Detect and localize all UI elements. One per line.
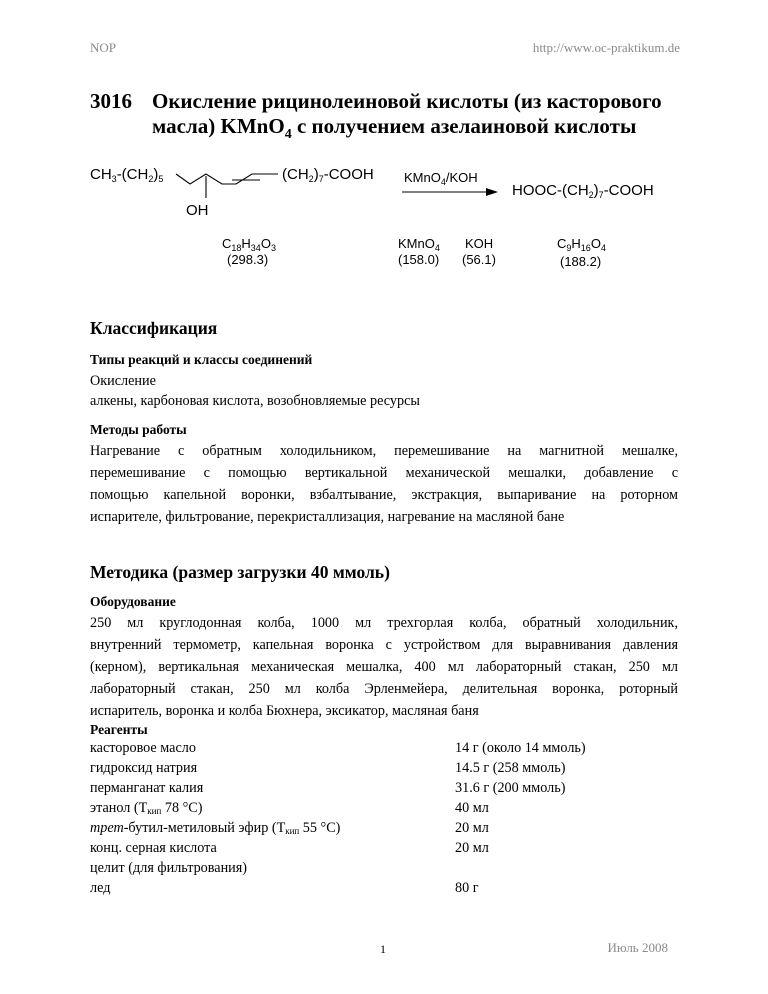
reagent-row: конц. серная кислота 20 мл [90,840,489,856]
procedure-heading: Методика (размер загрузки 40 ммоль) [90,562,390,582]
types-heading: Типы реакций и классы соединений [90,352,313,367]
equipment-heading: Оборудование [90,594,176,609]
hydroxyl-label: OH [186,202,209,219]
mass-ricinoleic: (298.3) [227,252,269,267]
formula-kmno4: KMnO$_4$ [398,236,440,253]
reagent-row: лед 80 г [90,880,479,896]
reagents-heading: Реагенты [90,722,148,737]
reagent-row: этанол (Tкип 78 °C) 40 мл [90,800,489,816]
carbon-chain-bond [176,174,278,184]
reactant-left-text: $CH_3-(CH_2)_5$ [90,166,164,184]
types-line1: Окисление [90,373,156,389]
reagent-row: целит (для фильтрования) [90,860,248,876]
formula-ricinoleic: $C_{18}H_{34}O_3$ [222,236,276,253]
mass-koh: (56.1) [462,252,496,267]
formula-koh: KOH [465,236,494,251]
mass-kmno4: (158.0) [398,252,440,267]
page-title-line1: Окисление рицинолеиновой кислоты (из касторового [152,89,662,113]
reactant-right-text: $(CH_2)_7$-COOH [282,166,374,184]
header-left: NOP [90,40,117,55]
page-number: 1 [380,942,386,956]
footer-date: Июль 2008 [607,940,668,955]
equipment-text: 250 мл круглодонная колба, 1000 мл трехгорлая колба, обратный холодильник, внутренний термометр, капельная воронка с устройством для выравнивания давления (керном), вертикальная механическая мешалка, 400 мл лабораторный стакан, 250 мл лабораторный стакан, 250 мл колба Эрленмейера, делительная воронка, роторный испаритель, воронка и колба Бюхнера, эксикатор, масляная баня [90,615,678,719]
reagent-row: касторовое масло 14 г (около 14 ммоль) [90,740,586,756]
reaction-arrow-icon [400,185,500,199]
formula-azelaic: $C_9H_{16}O_4$ [557,236,606,253]
header-url: http://www.oc-praktikum.de [532,40,680,55]
reagent-row: перманганат калия 31.6 г (200 ммоль) [90,780,566,796]
classification-heading: Классификация [90,318,218,338]
methods-heading: Методы работы [90,422,187,437]
page-title-line2: масла) KMnO$_4$ с получением азелаиновой кислоты [152,114,637,143]
reagent-row: трет-бутил-метиловый эфир (Tкип 55 °C) 20 мл [90,820,489,836]
mass-azelaic: (188.2) [560,254,602,269]
types-line2: алкены, карбоновая кислота, возобновляемые ресурсы [90,393,420,409]
methods-text: Нагревание с обратным холодильником, перемешивание на магнитной мешалке, перемешивание с помощью вертикальной механической мешалки, добавление с помощью капельной воронки, взбалтывание, экстракция, выпаривание на роторном испарителе, фильтрование, перекристаллизация, нагревание на масляной бане [90,443,678,525]
experiment-number: 3016 [90,89,132,113]
reagent-row: гидроксид натрия 14.5 г (258 ммоль) [90,760,566,776]
product-text: HOOC-$(CH_2)_7$-COOH [512,182,654,200]
arrow-reagents: KMnO$_4$/KOH [404,170,478,187]
